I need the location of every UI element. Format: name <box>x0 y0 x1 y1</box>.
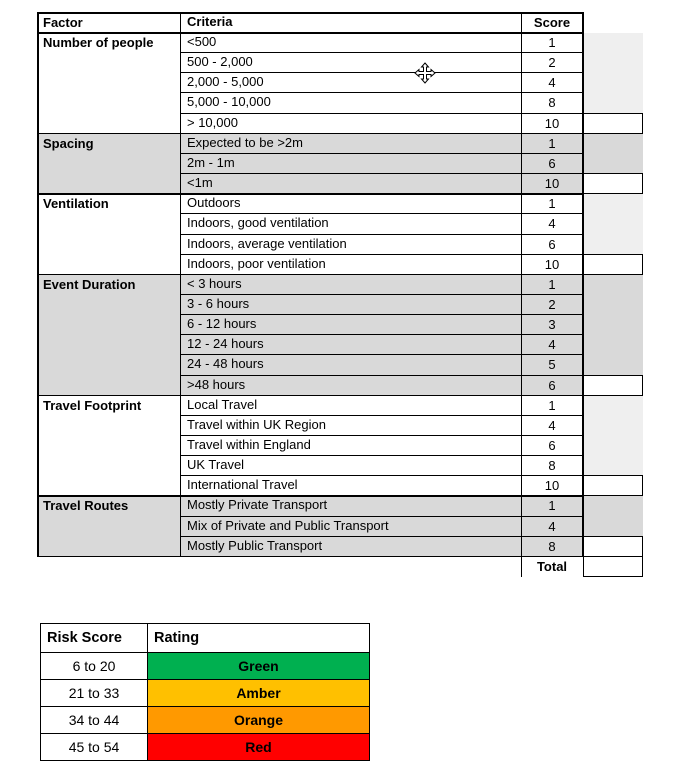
score-entry-box[interactable] <box>583 113 643 134</box>
risk-range: 34 to 44 <box>41 707 148 734</box>
score-cell: 10 <box>544 478 560 494</box>
risk-score-header: Risk Score <box>41 624 148 653</box>
criteria-cell: Mix of Private and Public Transport <box>187 517 389 533</box>
score-cell: 6 <box>548 438 556 453</box>
score-cell: 4 <box>548 518 556 534</box>
risk-row <box>41 653 370 680</box>
risk-rating: Amber <box>148 680 370 707</box>
criteria-cell: Local Travel <box>187 396 258 412</box>
risk-table <box>40 623 370 761</box>
rating-header: Rating <box>148 624 370 653</box>
score-cell: 3 <box>548 317 556 333</box>
score-entry-box[interactable] <box>583 536 643 557</box>
score-cell: 1 <box>548 397 556 413</box>
criteria-cell: >48 hours <box>187 376 246 392</box>
factor-label: Travel Footprint <box>43 397 142 413</box>
risk-row <box>41 707 370 734</box>
score-cell: 10 <box>544 256 560 272</box>
criteria-cell: UK Travel <box>187 457 245 473</box>
criteria-cell: Mostly Public Transport <box>187 537 323 553</box>
risk-header-row <box>41 624 370 653</box>
scoring-table <box>37 12 643 578</box>
criteria-cell: 2,000 - 5,000 <box>187 74 264 90</box>
total-label: Total <box>536 558 568 574</box>
score-cell: 4 <box>548 417 556 433</box>
score-cell: 6 <box>548 377 556 393</box>
criteria-cell: Mostly Private Transport <box>187 497 328 513</box>
score-entry-box[interactable] <box>583 375 643 396</box>
criteria-cell: 24 - 48 hours <box>187 356 264 372</box>
score-cell: 8 <box>548 95 556 111</box>
move-cursor-icon <box>414 62 436 84</box>
score-header: Score <box>533 15 571 30</box>
risk-row <box>41 680 370 707</box>
criteria-cell: <1m <box>187 175 213 191</box>
score-cell: 6 <box>548 155 556 171</box>
risk-rating-legend <box>40 623 370 760</box>
criteria-cell: 6 - 12 hours <box>187 316 257 332</box>
criteria-header: Criteria <box>187 14 233 29</box>
factor-label: Number of people <box>43 35 154 50</box>
factor-label: Spacing <box>43 135 94 151</box>
score-cell: 10 <box>544 176 560 192</box>
factor-label: Event Duration <box>43 276 136 292</box>
criteria-cell: 500 - 2,000 <box>187 54 253 70</box>
factor-header: Factor <box>43 15 83 30</box>
criteria-cell: International Travel <box>187 477 298 493</box>
criteria-cell: Travel within England <box>187 437 311 452</box>
risk-row <box>41 734 370 761</box>
score-entry-box[interactable] <box>583 173 643 194</box>
score-cell: 1 <box>548 498 556 514</box>
score-cell: 8 <box>548 538 556 554</box>
risk-range: 45 to 54 <box>41 734 148 761</box>
score-entry-box[interactable] <box>583 254 643 275</box>
score-cell: 4 <box>548 75 556 91</box>
score-cell: 1 <box>548 35 556 50</box>
risk-rating: Orange <box>148 707 370 734</box>
score-cell: 6 <box>548 236 556 252</box>
criteria-cell: > 10,000 <box>187 114 238 130</box>
score-cell: 5 <box>548 357 556 373</box>
factor-label: Ventilation <box>43 196 109 212</box>
criteria-cell: 2m - 1m <box>187 154 235 170</box>
total-entry-box[interactable] <box>583 556 643 577</box>
risk-range: 21 to 33 <box>41 680 148 707</box>
score-cell: 1 <box>548 196 556 212</box>
score-entry-box[interactable] <box>583 475 643 496</box>
factor-label: Travel Routes <box>43 498 129 514</box>
criteria-cell: 3 - 6 hours <box>187 295 250 311</box>
criteria-cell: <500 <box>187 34 217 49</box>
criteria-cell: Indoors, average ventilation <box>187 235 347 251</box>
criteria-cell: 5,000 - 10,000 <box>187 94 271 110</box>
risk-range: 6 to 20 <box>41 653 148 680</box>
risk-rating: Red <box>148 734 370 761</box>
criteria-cell: Indoors, poor ventilation <box>187 255 326 271</box>
score-cell: 2 <box>548 296 556 312</box>
criteria-cell: Travel within UK Region <box>187 416 326 432</box>
criteria-cell: Outdoors <box>187 195 241 211</box>
score-cell: 4 <box>548 216 556 232</box>
score-cell: 1 <box>548 135 556 151</box>
criteria-cell: Indoors, good ventilation <box>187 215 329 231</box>
score-cell: 1 <box>548 276 556 292</box>
score-cell: 2 <box>548 55 556 71</box>
risk-rating: Green <box>148 653 370 680</box>
criteria-cell: Expected to be >2m <box>187 134 303 150</box>
criteria-cell: < 3 hours <box>187 275 242 291</box>
criteria-cell: 12 - 24 hours <box>187 336 264 352</box>
score-cell: 8 <box>548 458 556 474</box>
score-cell: 4 <box>548 337 556 353</box>
score-cell: 10 <box>544 115 560 131</box>
